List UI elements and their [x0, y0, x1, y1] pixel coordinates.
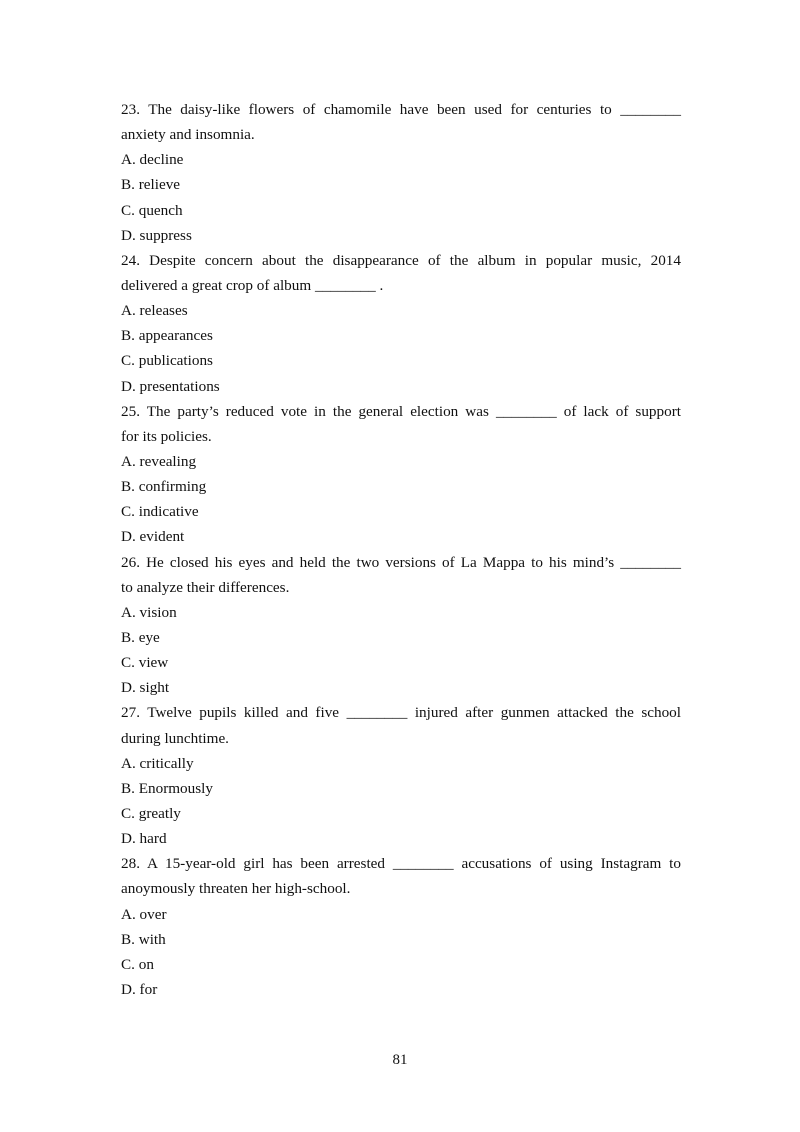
question-23 — [121, 97, 681, 248]
question-28-option-a: A. over — [121, 905, 167, 923]
page-number: 81 — [392, 1052, 408, 1068]
question-26 — [121, 550, 681, 701]
question-27-option-d: D. hard — [121, 830, 167, 848]
question-23-line-2: anxiety and insomnia. — [121, 126, 255, 144]
question-24-line-1: 24. Despite concern about the disappearance of the album in popular music, 2014 — [121, 251, 681, 269]
question-26-line-1: 26. He closed his eyes and held the two versions of La Mappa to his mind’s ________ — [121, 553, 681, 571]
question-28-line-2: anoymously threaten her high-school. — [121, 880, 351, 898]
question-23-option-c: C. quench — [121, 201, 183, 219]
question-25 — [121, 399, 681, 550]
question-27-line-1: 27. Twelve pupils killed and five ________ injured after gunmen attacked the school — [121, 704, 681, 722]
question-26-option-d: D. sight — [121, 679, 170, 697]
question-24-option-c: C. publications — [121, 352, 213, 370]
question-28 — [121, 851, 681, 1002]
question-27-line-2: during lunchtime. — [121, 729, 229, 747]
question-23-option-d: D. suppress — [121, 226, 192, 244]
question-28-option-c: C. on — [121, 955, 154, 973]
question-25-option-d: D. evident — [121, 528, 185, 546]
question-26-line-2: to analyze their differences. — [121, 578, 290, 596]
question-28-option-d: D. for — [121, 980, 158, 998]
question-24-line-2: delivered a great crop of album ________ . — [121, 276, 384, 294]
question-26-option-b: B. eye — [121, 628, 160, 646]
question-27 — [121, 700, 681, 851]
question-26-option-c: C. view — [121, 654, 169, 672]
question-27-option-a: A. critically — [121, 754, 194, 772]
question-25-option-a: A. revealing — [121, 452, 197, 470]
question-25-line-1: 25. The party’s reduced vote in the general election was ________ of lack of support — [121, 402, 681, 420]
question-24-option-a: A. releases — [121, 302, 188, 320]
page-content — [121, 97, 681, 1002]
question-28-option-b: B. with — [121, 930, 166, 948]
question-28-line-1: 28. A 15-year-old girl has been arrested ________ accusations of using Instagram to — [121, 855, 681, 873]
question-23-option-a: A. decline — [121, 151, 184, 169]
question-23-option-b: B. relieve — [121, 176, 181, 194]
question-24-option-d: D. presentations — [121, 377, 220, 395]
question-26-option-a: A. vision — [121, 603, 177, 621]
question-27-option-b: B. Enormously — [121, 779, 213, 797]
question-25-option-c: C. indicative — [121, 503, 199, 521]
question-24-option-b: B. appearances — [121, 327, 213, 345]
question-23-line-1: 23. The daisy-like flowers of chamomile have been used for centuries to ________ — [121, 101, 681, 118]
question-27-option-c: C. greatly — [121, 804, 181, 822]
question-25-option-b: B. confirming — [121, 478, 207, 496]
question-25-line-2: for its policies. — [121, 427, 212, 445]
question-24 — [121, 248, 681, 399]
